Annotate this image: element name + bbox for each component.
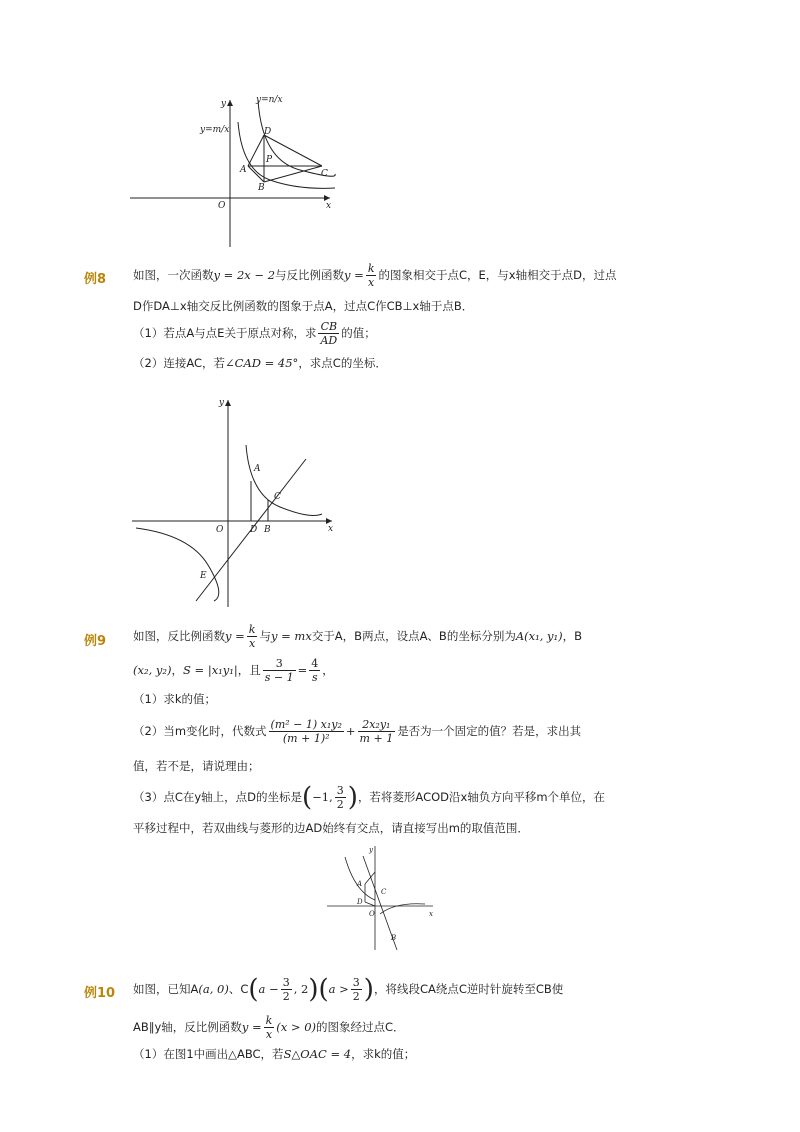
numerator: 4 <box>311 657 319 670</box>
example-10-label: 例10 <box>84 986 116 1001</box>
label-origin: O <box>218 201 226 211</box>
segment-AB <box>248 166 264 182</box>
ex8-line-2: D作DA⊥x轴交反比例函数的图象于点A，过点C作CB⊥x轴于点B． <box>133 299 474 313</box>
label-E: E <box>200 571 207 581</box>
math: + <box>345 724 356 738</box>
text: ， <box>322 663 334 677</box>
numerator: 3 <box>352 976 360 989</box>
label-y: y <box>369 846 373 854</box>
y-axis-arrow <box>227 100 233 106</box>
math: y = mx <box>270 629 312 643</box>
numerator: k <box>367 262 375 275</box>
denominator: s <box>311 671 318 684</box>
text: 、C <box>228 982 249 996</box>
label-C: C <box>381 888 387 896</box>
label-C: C <box>274 492 281 502</box>
numerator: (m² − 1) x₁y₂ <box>270 718 342 731</box>
denominator: m + 1 <box>359 732 394 745</box>
label-B: B <box>391 934 397 942</box>
ex9-line-4 <box>133 718 581 745</box>
label-A: A <box>357 880 363 888</box>
label-C: C <box>321 169 328 179</box>
denominator: (m + 1)² <box>282 732 330 745</box>
rhombus-DO <box>365 902 375 906</box>
text: ，将线段CA绕点C逆时针旋转至CB使 <box>373 982 564 996</box>
numerator: 3 <box>282 976 290 989</box>
text: （2）当m变化时，代数式 <box>133 724 267 738</box>
label-y: y <box>218 398 224 408</box>
ex9-line-6 <box>133 784 605 811</box>
denominator: 2 <box>352 990 360 1003</box>
math: a − <box>258 982 279 996</box>
text: （1）在图1中画出△ABC，若 <box>133 1047 284 1061</box>
text: ，且 <box>237 663 261 677</box>
math: S = |x₁y₁| <box>183 663 238 677</box>
fraction <box>358 718 396 745</box>
example-8-label: 例8 <box>84 272 107 287</box>
text: AB∥y轴，反比例函数 <box>133 1020 242 1034</box>
ex9-line-7: 平移过程中，若双曲线与菱形的边AD始终有交点，请直接写出m的取值范围． <box>133 821 529 835</box>
figure-2 <box>130 395 340 610</box>
math: (x > 0) <box>276 1020 317 1034</box>
ex9-line-2 <box>133 657 334 684</box>
fraction <box>351 976 362 1003</box>
figure-3 <box>325 842 440 952</box>
label-x: x <box>328 524 334 534</box>
numerator: k <box>248 623 256 636</box>
text: 如图，已知A <box>133 982 199 996</box>
math: y = <box>225 629 245 643</box>
figure-1 <box>130 90 340 250</box>
ex9-line-5: 值，若不是，请说理由； <box>133 759 260 773</box>
math: −1, <box>312 790 333 804</box>
math: y = 2x − 2 <box>213 268 276 282</box>
text: ， <box>171 663 183 677</box>
paren: ) <box>347 782 358 813</box>
text: ，B <box>562 629 583 643</box>
hyperbola-branch-1 <box>345 857 375 900</box>
math: ∠CAD = 45° <box>225 356 299 370</box>
label-origin: O <box>216 525 224 535</box>
fraction <box>247 623 258 650</box>
denominator: AD <box>320 334 338 347</box>
ex8-line-4 <box>133 355 387 371</box>
denominator: x <box>368 276 375 289</box>
paren: ( <box>302 782 313 813</box>
label-x: x <box>429 910 433 918</box>
numerator: 3 <box>336 784 344 797</box>
text: （2）连接AC，若 <box>133 356 226 370</box>
numerator: 2x₂y₁ <box>358 718 396 732</box>
text: ，若将菱形ACOD沿x轴负方向平移m个单位，在 <box>357 790 606 804</box>
label-D: D <box>250 525 258 535</box>
label-curve-left: y=m/x <box>200 125 230 135</box>
fraction <box>318 320 339 347</box>
label-curve-right: y=n/x <box>256 95 283 105</box>
hyperbola-branch-1 <box>246 445 322 515</box>
text: 如图，反比例函数 <box>133 629 225 643</box>
fraction <box>264 1014 275 1041</box>
denominator: x <box>265 1028 273 1041</box>
numerator: k <box>265 1014 273 1027</box>
rhombus-AC <box>365 872 375 884</box>
ex8-line-1 <box>133 262 616 289</box>
label-P: P <box>266 155 273 165</box>
math: A(x₁, y₁) <box>515 629 563 643</box>
paren: ) <box>363 974 374 1005</box>
text: 如图，一次函数 <box>133 268 214 282</box>
segment-BC <box>264 166 322 182</box>
label-A: A <box>254 464 261 474</box>
fraction <box>366 262 377 289</box>
label-B: B <box>258 183 265 193</box>
paren: ( <box>248 974 259 1005</box>
math: y = <box>241 1020 262 1034</box>
denominator: s − 1 <box>264 671 294 684</box>
fraction <box>281 976 292 1003</box>
ex10-line-1 <box>133 976 563 1003</box>
figure-1-svg <box>130 90 340 250</box>
numerator: 3 <box>263 657 296 671</box>
paren: ) <box>308 974 319 1005</box>
ex9-line-1 <box>133 623 582 650</box>
label-O: O <box>369 910 375 918</box>
figure-2-svg <box>130 395 340 610</box>
label-D: D <box>357 898 363 906</box>
denominator: 2 <box>336 798 344 811</box>
label-A: A <box>240 165 247 175</box>
text: 交于A，B两点，设点A、B的坐标分别为 <box>311 629 516 643</box>
y-axis-arrow <box>225 400 231 406</box>
text: 与反比例函数 <box>275 268 345 282</box>
text: 的图象相交于点C，E，与x轴相交于点D，过点 <box>378 268 617 282</box>
denominator: x <box>249 637 256 650</box>
text: 的图象经过点C． <box>316 1020 405 1034</box>
text: （1）若点A与点E关于原点对称，求 <box>133 326 317 340</box>
example-9-label: 例9 <box>84 634 107 649</box>
ex8-line-3 <box>133 320 376 347</box>
hyperbola-branch-2 <box>380 904 425 914</box>
text: 的值； <box>341 326 376 340</box>
paren: ( <box>318 974 329 1005</box>
denominator: 2 <box>282 990 290 1003</box>
text: （3）点C在y轴上，点D的坐标是 <box>133 790 303 804</box>
ex10-line-2 <box>133 1014 405 1041</box>
math: a > <box>328 982 349 996</box>
label-y: y <box>220 99 226 109</box>
math: S△OAC = 4 <box>283 1047 352 1061</box>
math: (x₂, y₂) <box>133 663 172 677</box>
math: y = <box>344 268 364 282</box>
numerator: CB <box>318 320 339 334</box>
math: , 2 <box>293 982 309 996</box>
ex10-line-3 <box>133 1046 415 1062</box>
figure-3-svg <box>325 842 440 952</box>
math: (a, 0) <box>198 982 229 996</box>
text: 是否为一个固定的值？若是，求出其 <box>397 724 582 738</box>
label-x: x <box>326 201 332 211</box>
ex9-line-3: （1）求k的值； <box>133 692 216 706</box>
label-B: B <box>264 525 271 535</box>
fraction <box>335 784 346 811</box>
hyperbola-branch-2 <box>136 528 219 601</box>
fraction <box>269 718 344 745</box>
fraction <box>309 657 320 684</box>
text: ，求k的值； <box>351 1047 416 1061</box>
segment-AD <box>248 135 264 166</box>
math: = <box>297 663 308 677</box>
text: ，求点C的坐标． <box>298 356 387 370</box>
text: 与 <box>259 629 271 643</box>
label-D: D <box>264 127 272 137</box>
fraction <box>263 657 296 684</box>
